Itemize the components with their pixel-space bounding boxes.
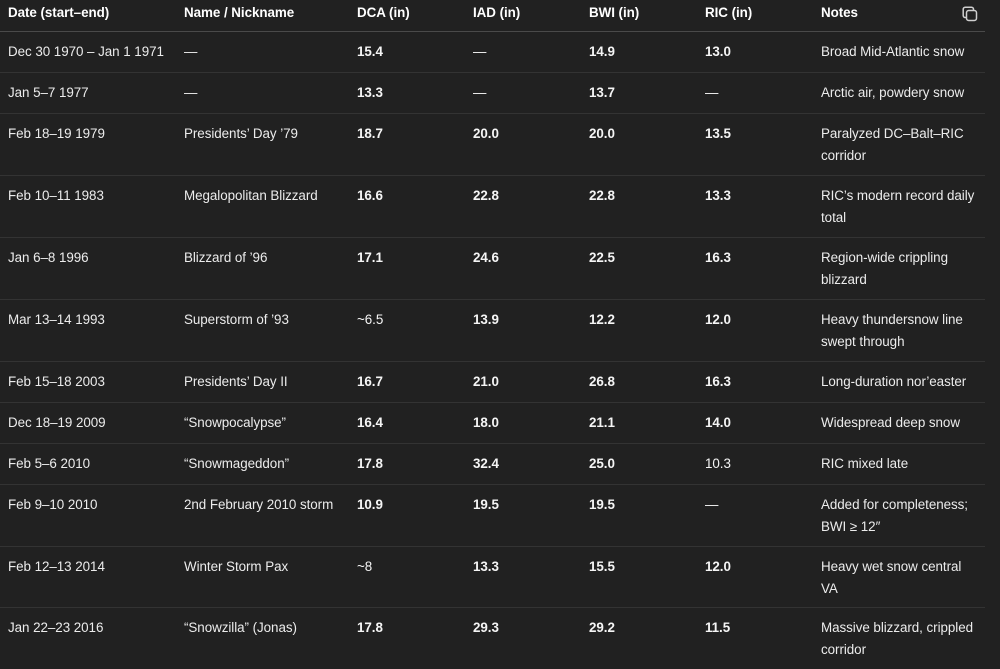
cell-notes: Arctic air, powdery snow (813, 73, 985, 114)
copy-table-button[interactable] (960, 4, 980, 24)
cell-iad: 20.0 (465, 114, 581, 176)
cell-ric: 10.3 (697, 444, 813, 485)
cell-bwi: 25.0 (581, 444, 697, 485)
cell-name: Presidents’ Day ’79 (176, 114, 349, 176)
cell-dca: 18.7 (349, 114, 465, 176)
table-row (0, 362, 985, 403)
cell-dca: 16.4 (349, 403, 465, 444)
table-row (0, 176, 985, 238)
table-row (0, 73, 985, 114)
cell-date: Mar 13–14 1993 (0, 300, 176, 362)
cell-dca: ~6.5 (349, 300, 465, 362)
cell-date: Jan 22–23 2016 (0, 608, 176, 669)
cell-bwi: 22.8 (581, 176, 697, 238)
cell-ric: 12.0 (697, 300, 813, 362)
cell-name: “Snowzilla” (Jonas) (176, 608, 349, 669)
cell-date: Feb 18–19 1979 (0, 114, 176, 176)
cell-ric: 13.0 (697, 32, 813, 73)
table-row (0, 608, 985, 669)
cell-dca: 10.9 (349, 485, 465, 547)
cell-bwi: 13.7 (581, 73, 697, 114)
cell-name: Blizzard of ’96 (176, 238, 349, 300)
cell-dca: 17.8 (349, 608, 465, 669)
cell-iad: — (465, 32, 581, 73)
cell-iad: 22.8 (465, 176, 581, 238)
cell-dca: 16.6 (349, 176, 465, 238)
cell-ric: — (697, 73, 813, 114)
cell-dca: 13.3 (349, 73, 465, 114)
table-body (0, 32, 985, 669)
cell-ric: 16.3 (697, 238, 813, 300)
cell-iad: 24.6 (465, 238, 581, 300)
cell-dca: ~8 (349, 547, 465, 608)
cell-name: “Snowpocalypse” (176, 403, 349, 444)
cell-ric: 14.0 (697, 403, 813, 444)
cell-iad: 32.4 (465, 444, 581, 485)
cell-name: “Snowmageddon” (176, 444, 349, 485)
cell-ric: 11.5 (697, 608, 813, 669)
cell-bwi: 21.1 (581, 403, 697, 444)
cell-iad: 13.9 (465, 300, 581, 362)
cell-bwi: 19.5 (581, 485, 697, 547)
header-notes: Notes (813, 0, 985, 32)
cell-name: — (176, 73, 349, 114)
cell-name: 2nd February 2010 storm (176, 485, 349, 547)
cell-notes: Added for completeness; BWI ≥ 12″ (813, 485, 985, 547)
cell-dca: 16.7 (349, 362, 465, 403)
cell-notes: Paralyzed DC–Balt–RIC corridor (813, 114, 985, 176)
cell-iad: 29.3 (465, 608, 581, 669)
cell-notes: RIC’s modern record daily total (813, 176, 985, 238)
cell-ric: 13.5 (697, 114, 813, 176)
table-header (0, 0, 985, 32)
cell-notes: RIC mixed late (813, 444, 985, 485)
table-row (0, 444, 985, 485)
cell-name: — (176, 32, 349, 73)
cell-iad: 13.3 (465, 547, 581, 608)
cell-date: Feb 10–11 1983 (0, 176, 176, 238)
cell-date: Feb 5–6 2010 (0, 444, 176, 485)
header-name: Name / Nickname (176, 0, 349, 32)
table-row (0, 403, 985, 444)
cell-bwi: 20.0 (581, 114, 697, 176)
cell-date: Feb 15–18 2003 (0, 362, 176, 403)
cell-date: Dec 18–19 2009 (0, 403, 176, 444)
cell-notes: Heavy wet snow central VA (813, 547, 985, 608)
cell-notes: Long‑duration nor’easter (813, 362, 985, 403)
cell-dca: 17.1 (349, 238, 465, 300)
cell-bwi: 12.2 (581, 300, 697, 362)
table-row (0, 32, 985, 73)
cell-name: Megalopolitan Blizzard (176, 176, 349, 238)
cell-dca: 17.8 (349, 444, 465, 485)
cell-date: Feb 9–10 2010 (0, 485, 176, 547)
table-row (0, 485, 985, 547)
cell-iad: 18.0 (465, 403, 581, 444)
cell-bwi: 14.9 (581, 32, 697, 73)
cell-bwi: 26.8 (581, 362, 697, 403)
cell-bwi: 29.2 (581, 608, 697, 669)
cell-name: Superstorm of ’93 (176, 300, 349, 362)
cell-date: Jan 6–8 1996 (0, 238, 176, 300)
cell-notes: Widespread deep snow (813, 403, 985, 444)
table-row (0, 238, 985, 300)
header-bwi: BWI (in) (581, 0, 697, 32)
header-row (0, 0, 985, 32)
cell-date: Dec 30 1970 – Jan 1 1971 (0, 32, 176, 73)
cell-iad: 21.0 (465, 362, 581, 403)
cell-ric: 13.3 (697, 176, 813, 238)
cell-notes: Region‑wide crippling blizzard (813, 238, 985, 300)
cell-name: Presidents’ Day II (176, 362, 349, 403)
cell-ric: 16.3 (697, 362, 813, 403)
cell-bwi: 22.5 (581, 238, 697, 300)
cell-name: Winter Storm Pax (176, 547, 349, 608)
header-ric: RIC (in) (697, 0, 813, 32)
header-date: Date (start–end) (0, 0, 176, 32)
cell-notes: Massive blizzard, crippled corridor (813, 608, 985, 669)
table-row (0, 114, 985, 176)
table-row (0, 547, 985, 608)
cell-iad: — (465, 73, 581, 114)
cell-iad: 19.5 (465, 485, 581, 547)
cell-dca: 15.4 (349, 32, 465, 73)
cell-ric: 12.0 (697, 547, 813, 608)
header-dca: DCA (in) (349, 0, 465, 32)
cell-notes: Heavy thundersnow line swept through (813, 300, 985, 362)
copy-icon (960, 4, 980, 24)
table-row (0, 300, 985, 362)
cell-notes: Broad Mid‑Atlantic snow (813, 32, 985, 73)
cell-bwi: 15.5 (581, 547, 697, 608)
header-iad: IAD (in) (465, 0, 581, 32)
cell-date: Jan 5–7 1977 (0, 73, 176, 114)
cell-date: Feb 12–13 2014 (0, 547, 176, 608)
cell-ric: — (697, 485, 813, 547)
